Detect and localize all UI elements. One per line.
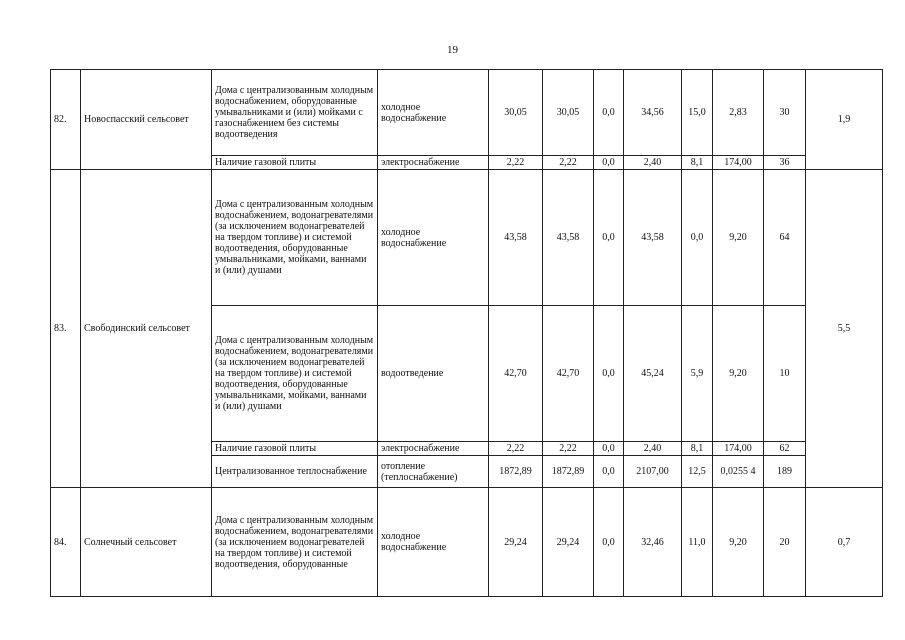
value-cell: 9,20 bbox=[713, 170, 764, 306]
value-cell: 29,24 bbox=[489, 488, 543, 597]
utility-service: водоотведение bbox=[378, 306, 489, 442]
change-index: 1,9 bbox=[806, 70, 883, 170]
value-cell: 30 bbox=[764, 70, 806, 156]
value-cell: 9,20 bbox=[713, 306, 764, 442]
page-number: 19 bbox=[447, 44, 458, 56]
value-cell: 10 bbox=[764, 306, 806, 442]
tariff-table bbox=[50, 69, 883, 597]
value-cell: 42,70 bbox=[543, 306, 594, 442]
object-description: Централизованное теплоснабжение bbox=[212, 456, 378, 488]
object-description: Дома с централизованным холодным водоснабжением, водонагревателями (за исключением водонагревателей на твердом топливе) и системой водоотведения, оборудованные умывальниками, мойками, ваннами и (или) душами bbox=[212, 170, 378, 306]
settlement-name: Новоспасский сельсовет bbox=[81, 70, 212, 170]
utility-service: отопление (теплоснабжение) bbox=[378, 456, 489, 488]
utility-service: электроснабжение bbox=[378, 442, 489, 456]
value-cell: 0,0 bbox=[594, 456, 624, 488]
value-cell: 2,40 bbox=[624, 156, 682, 170]
value-cell: 42,70 bbox=[489, 306, 543, 442]
value-cell: 11,0 bbox=[682, 488, 713, 597]
row-number: 84. bbox=[51, 488, 81, 597]
value-cell: 0,0255 4 bbox=[713, 456, 764, 488]
value-cell: 34,56 bbox=[624, 70, 682, 156]
value-cell: 2,83 bbox=[713, 70, 764, 156]
table-row bbox=[51, 488, 883, 597]
value-cell: 9,20 bbox=[713, 488, 764, 597]
utility-service: электроснабжение bbox=[378, 156, 489, 170]
value-cell: 30,05 bbox=[489, 70, 543, 156]
value-cell: 45,24 bbox=[624, 306, 682, 442]
value-cell: 43,58 bbox=[624, 170, 682, 306]
value-cell: 0,0 bbox=[594, 170, 624, 306]
settlement-name: Свободинский сельсовет bbox=[81, 170, 212, 488]
object-description: Дома с централизованным холодным водоснабжением, оборудованные умывальниками и (или) мойками с газоснабжением без системы водоотведения bbox=[212, 70, 378, 156]
value-cell: 2107,00 bbox=[624, 456, 682, 488]
value-cell: 36 bbox=[764, 156, 806, 170]
utility-service: холодное водоснабжение bbox=[378, 488, 489, 597]
value-cell: 64 bbox=[764, 170, 806, 306]
settlement-name: Солнечный сельсовет bbox=[81, 488, 212, 597]
utility-service: холодное водоснабжение bbox=[378, 70, 489, 156]
value-cell: 1872,89 bbox=[489, 456, 543, 488]
value-cell: 0,0 bbox=[594, 488, 624, 597]
row-number: 83. bbox=[51, 170, 81, 488]
value-cell: 43,58 bbox=[489, 170, 543, 306]
value-cell: 30,05 bbox=[543, 70, 594, 156]
value-cell: 43,58 bbox=[543, 170, 594, 306]
object-description: Дома с централизованным холодным водоснабжением, водонагревателями (за исключением водонагревателей на твердом топливе) и системой водоотведения, оборудованные bbox=[212, 488, 378, 597]
value-cell: 8,1 bbox=[682, 156, 713, 170]
change-index: 0,7 bbox=[806, 488, 883, 597]
value-cell: 15,0 bbox=[682, 70, 713, 156]
value-cell: 0,0 bbox=[594, 306, 624, 442]
value-cell: 29,24 bbox=[543, 488, 594, 597]
value-cell: 174,00 bbox=[713, 156, 764, 170]
value-cell: 2,22 bbox=[489, 442, 543, 456]
object-description: Наличие газовой плиты bbox=[212, 442, 378, 456]
utility-service: холодное водоснабжение bbox=[378, 170, 489, 306]
value-cell: 8,1 bbox=[682, 442, 713, 456]
value-cell: 2,22 bbox=[489, 156, 543, 170]
value-cell: 62 bbox=[764, 442, 806, 456]
object-description: Дома с централизованным холодным водоснабжением, водонагревателями (за исключением водонагревателей на твердом топливе) и системой водоотведения, оборудованные умывальниками, мойками, ваннами и (или) душами bbox=[212, 306, 378, 442]
change-index: 5,5 bbox=[806, 170, 883, 488]
value-cell: 32,46 bbox=[624, 488, 682, 597]
value-cell: 0,0 bbox=[594, 156, 624, 170]
table-row bbox=[51, 70, 883, 156]
value-cell: 0,0 bbox=[594, 442, 624, 456]
value-cell: 0,0 bbox=[594, 70, 624, 156]
value-cell: 2,22 bbox=[543, 442, 594, 456]
value-cell: 12,5 bbox=[682, 456, 713, 488]
value-cell: 2,40 bbox=[624, 442, 682, 456]
value-cell: 189 bbox=[764, 456, 806, 488]
row-number: 82. bbox=[51, 70, 81, 170]
object-description: Наличие газовой плиты bbox=[212, 156, 378, 170]
value-cell: 1872,89 bbox=[543, 456, 594, 488]
value-cell: 5,9 bbox=[682, 306, 713, 442]
table-row bbox=[51, 170, 883, 306]
value-cell: 0,0 bbox=[682, 170, 713, 306]
value-cell: 20 bbox=[764, 488, 806, 597]
value-cell: 174,00 bbox=[713, 442, 764, 456]
value-cell: 2,22 bbox=[543, 156, 594, 170]
